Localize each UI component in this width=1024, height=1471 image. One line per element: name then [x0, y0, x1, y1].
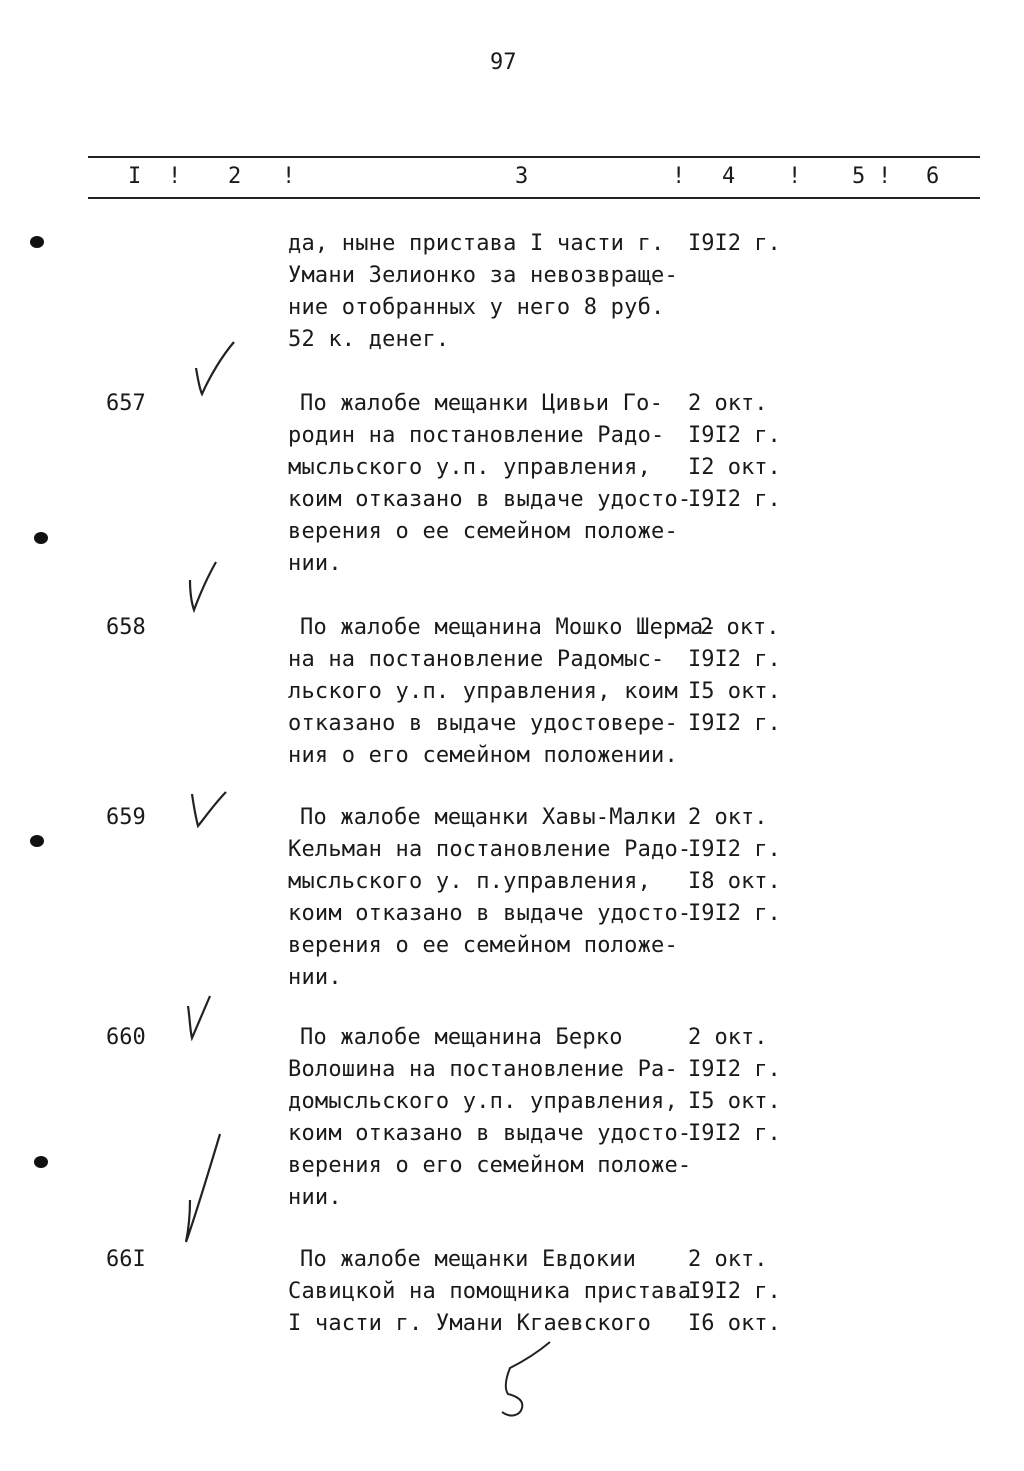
entry-text-line: нии.: [288, 551, 342, 576]
entry-date-line: I9I2 г.: [688, 711, 781, 736]
entry-text-line: ния о его семейном положении.: [288, 743, 678, 768]
entry-text-line: ние отобранных у него 8 руб.: [288, 295, 665, 320]
column-separator: !: [672, 164, 686, 189]
column-header-4: 4: [722, 164, 736, 189]
entry-text-line: I части г. Умани Кгаевского: [288, 1311, 652, 1336]
checkmark-icon: [190, 340, 240, 400]
entry-date-line: I9I2 г.: [688, 487, 781, 512]
entry-date-line: I9I2 г.: [688, 901, 781, 926]
entry-text-line: нии.: [288, 965, 342, 990]
entry-number: 66I: [106, 1247, 146, 1272]
entry-text-line: верения о его семейном положе-: [288, 1153, 692, 1178]
column-header-3: 3: [515, 164, 529, 189]
checkmark-icon: [180, 560, 230, 616]
entry-text-line: родин на постановление Радо-: [288, 423, 665, 448]
entry-number: 658: [106, 615, 146, 640]
entry-text-line: По жалобе мещанки Евдокии: [300, 1247, 637, 1272]
entry-text-line: Волошина на постановление Ра-: [288, 1057, 678, 1082]
entry-date-line: 2 окт.: [700, 615, 780, 640]
entry-text-line: на на постановление Радомыс-: [288, 647, 665, 672]
column-separator: !: [788, 164, 802, 189]
entry-text-line: Кельман на постановление Радо-: [288, 837, 692, 862]
entry-text-line: льского у.п. управления, коим: [288, 679, 678, 704]
entry-date-line: 2 окт.: [688, 1025, 768, 1050]
column-header-2: 2: [228, 164, 242, 189]
entry-number: 657: [106, 391, 146, 416]
entry-date-line: I9I2 г.: [688, 1121, 781, 1146]
entry-date-line: I5 окт.: [688, 679, 781, 704]
binding-hole: [30, 236, 44, 248]
entry-date-line: I9I2 г.: [688, 1057, 781, 1082]
binding-hole: [34, 1156, 48, 1168]
entry-text-line: Савицкой на помощника пристава: [288, 1279, 692, 1304]
handwritten-mark: [492, 1338, 562, 1420]
entry-text-line: По жалобе мещанки Хавы-Малки: [300, 805, 677, 830]
entry-text-line: По жалобе мещанина Мошко Шерма-: [300, 615, 717, 640]
entry-text-line: коим отказано в выдаче удосто-: [288, 487, 692, 512]
entry-text-line: мысльского у.п. управления,: [288, 455, 652, 480]
checkmark-icon: [182, 994, 222, 1044]
entry-text-line: верения о ее семейном положе-: [288, 519, 678, 544]
column-separator: !: [168, 164, 182, 189]
entry-date-line: I6 окт.: [688, 1311, 781, 1336]
column-separator: !: [282, 164, 296, 189]
entry-text-line: отказано в выдаче удостовере-: [288, 711, 678, 736]
header-rule-bottom: [88, 197, 980, 199]
entry-text-line: 52 к. денег.: [288, 327, 450, 352]
entry-text-line: домысльского у.п. управления,: [288, 1089, 678, 1114]
column-separator: !: [878, 164, 892, 189]
entry-date-line: I9I2 г.: [688, 647, 781, 672]
entry-text-line: да, ныне пристава I части г.: [288, 231, 665, 256]
page-number: 97: [490, 50, 517, 75]
header-rule-top: [88, 156, 980, 158]
entry-text-line: По жалобе мещанки Цивьи Го-: [300, 391, 664, 416]
entry-text-line: верения о ее семейном положе-: [288, 933, 678, 958]
entry-date-line: I5 окт.: [688, 1089, 781, 1114]
entry-date-line: I9I2 г.: [688, 1279, 781, 1304]
entry-date-line: 2 окт.: [688, 1247, 768, 1272]
entry-number: 659: [106, 805, 146, 830]
entry-date-line: I8 окт.: [688, 869, 781, 894]
entry-text-line: Умани Зелионко за невозвраще-: [288, 263, 678, 288]
entry-text-line: нии.: [288, 1185, 342, 1210]
checkmark-icon: [186, 788, 234, 832]
column-header-5: 5: [852, 164, 866, 189]
column-header-6: 6: [926, 164, 940, 189]
entry-text-line: По жалобе мещанина Берко: [300, 1025, 623, 1050]
column-header-1: I: [128, 164, 142, 189]
entry-date-line: 2 окт.: [688, 805, 768, 830]
entry-date-line: 2 окт.: [688, 391, 768, 416]
checkmark-icon: [176, 1130, 226, 1250]
entry-date-line: I9I2 г.: [688, 837, 781, 862]
entry-date-line: I9I2 г.: [688, 231, 781, 256]
entry-number: 660: [106, 1025, 146, 1050]
binding-hole: [34, 532, 48, 544]
entry-text-line: коим отказано в выдаче удосто-: [288, 901, 692, 926]
entry-date-line: I2 окт.: [688, 455, 781, 480]
binding-hole: [30, 835, 44, 847]
entry-text-line: коим отказано в выдаче удосто-: [288, 1121, 692, 1146]
entry-text-line: мысльского у. п.управления,: [288, 869, 652, 894]
entry-date-line: I9I2 г.: [688, 423, 781, 448]
